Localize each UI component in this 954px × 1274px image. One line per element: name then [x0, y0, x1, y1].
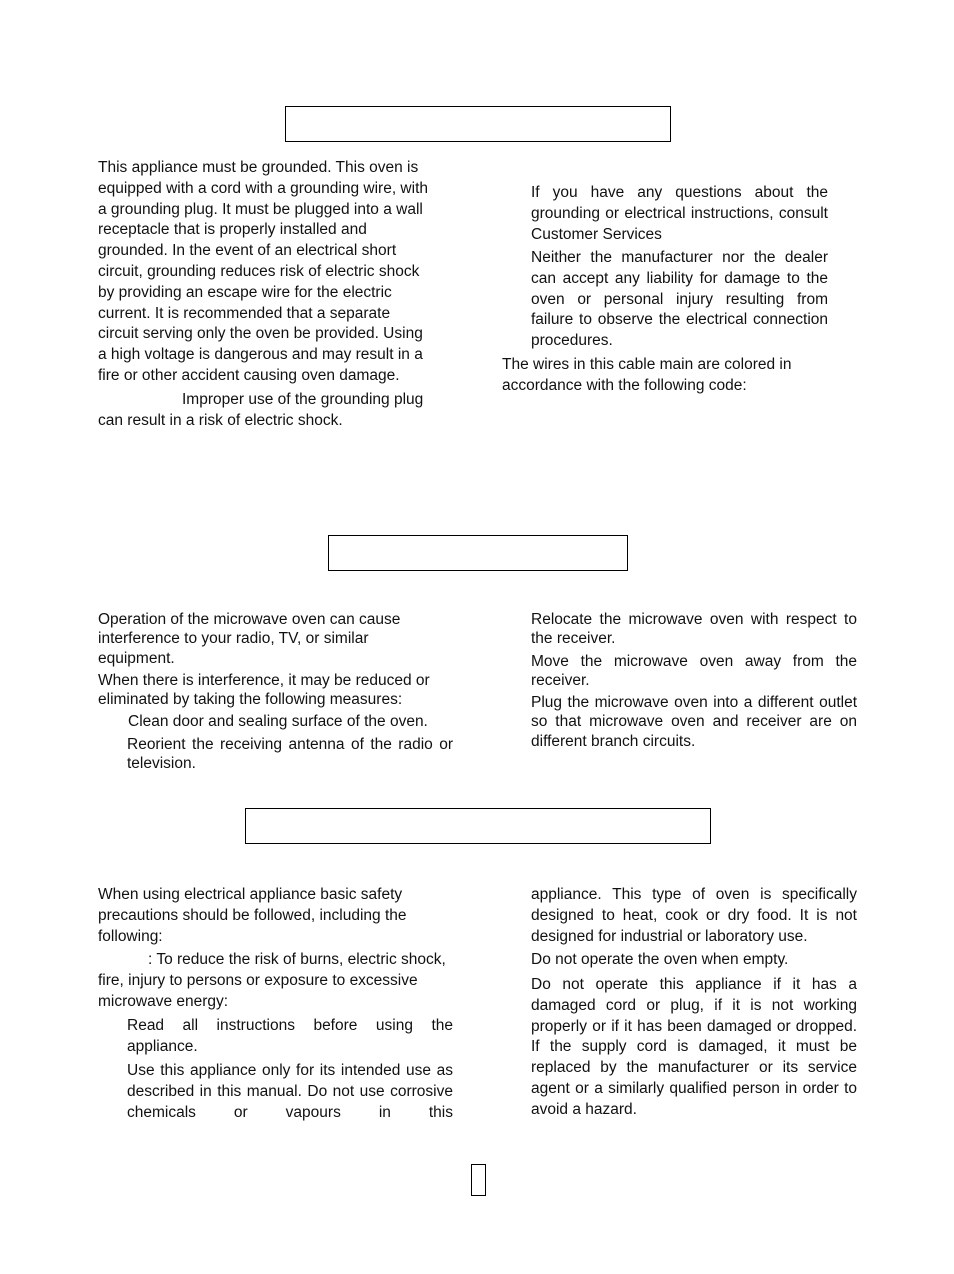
safety-heading-box — [245, 808, 711, 844]
grounding-warning: Improper use of the grounding plug can result in a risk of electric shock. — [98, 390, 424, 429]
safety-item-damaged-cord: Do not operate this appliance if it has a damaged cord or plug, if it is not working properly or if it has been damaged or dropped. If the supply cord is damaged, it must be replaced by the manufacturer or its service agent or a similarly qualified person in order to avoid a hazard. — [531, 976, 857, 1118]
interference-intro: Operation of the microwave oven can cause interference to your radio, TV, or similar equipment. — [98, 611, 401, 667]
interference-item-clean-door: Clean door and sealing surface of the oven. — [128, 713, 428, 730]
grounding-left-column — [98, 158, 434, 431]
grounding-heading-box — [285, 106, 671, 142]
safety-item-intended-use: Use this appliance only for its intended use as described in this manual. Do not use corrosive chemicals or vapours in this — [127, 1062, 453, 1121]
safety-item-read-instructions: Read all instructions before using the appliance. — [127, 1017, 453, 1055]
page-number-box — [471, 1164, 486, 1196]
safety-item-not-empty: Do not operate the oven when empty. — [531, 951, 789, 968]
interference-item-relocate: Relocate the microwave oven with respect to the receiver. — [531, 611, 857, 648]
safety-intro: When using electrical appliance basic safety precautions should be followed, including the following: — [98, 886, 407, 945]
wires-code-text: The wires in this cable main are colored in accordance with the following code: — [502, 356, 792, 394]
safety-item-intended-use-continued: appliance. This type of oven is specifically designed to heat, cook or dry food. It is not designed for industrial or laboratory use. — [531, 886, 857, 945]
interference-item-move-away: Move the microwave oven away from the receiver. — [531, 653, 857, 690]
interference-heading-box — [328, 535, 628, 571]
interference-item-reorient-antenna: Reorient the receiving antenna of the radio or television. — [127, 736, 453, 773]
safety-warning: : To reduce the risk of burns, electric shock, fire, injury to persons or exposure to excessive microwave energy: — [98, 951, 446, 1010]
interference-measures-intro: When there is interference, it may be reduced or eliminated by taking the following measures: — [98, 672, 430, 709]
grounding-right-item-1: If you have any questions about the grounding or electrical instructions, consult Customer Services — [531, 184, 828, 243]
grounding-paragraph: This appliance must be grounded. This oven is equipped with a cord with a grounding wire, with a grounding plug. It must be plugged into a wall receptacle that is properly installed and grounded. In the event of an electrical short circuit, grounding reduces risk of electric shock by providing an escape wire for the electric current. It is recommended that a separate circuit serving only the oven be provided. Using a high voltage is dangerous and may result in a fire or other accident causing oven damage. — [98, 159, 428, 384]
grounding-right-item-2: Neither the manufacturer nor the dealer can accept any liability for damage to the oven or personal injury resulting from failure to observe the electrical connection procedures. — [531, 249, 828, 350]
interference-item-different-outlet: Plug the microwave oven into a different outlet so that microwave oven and receiver are on different branch circuits. — [531, 694, 857, 750]
